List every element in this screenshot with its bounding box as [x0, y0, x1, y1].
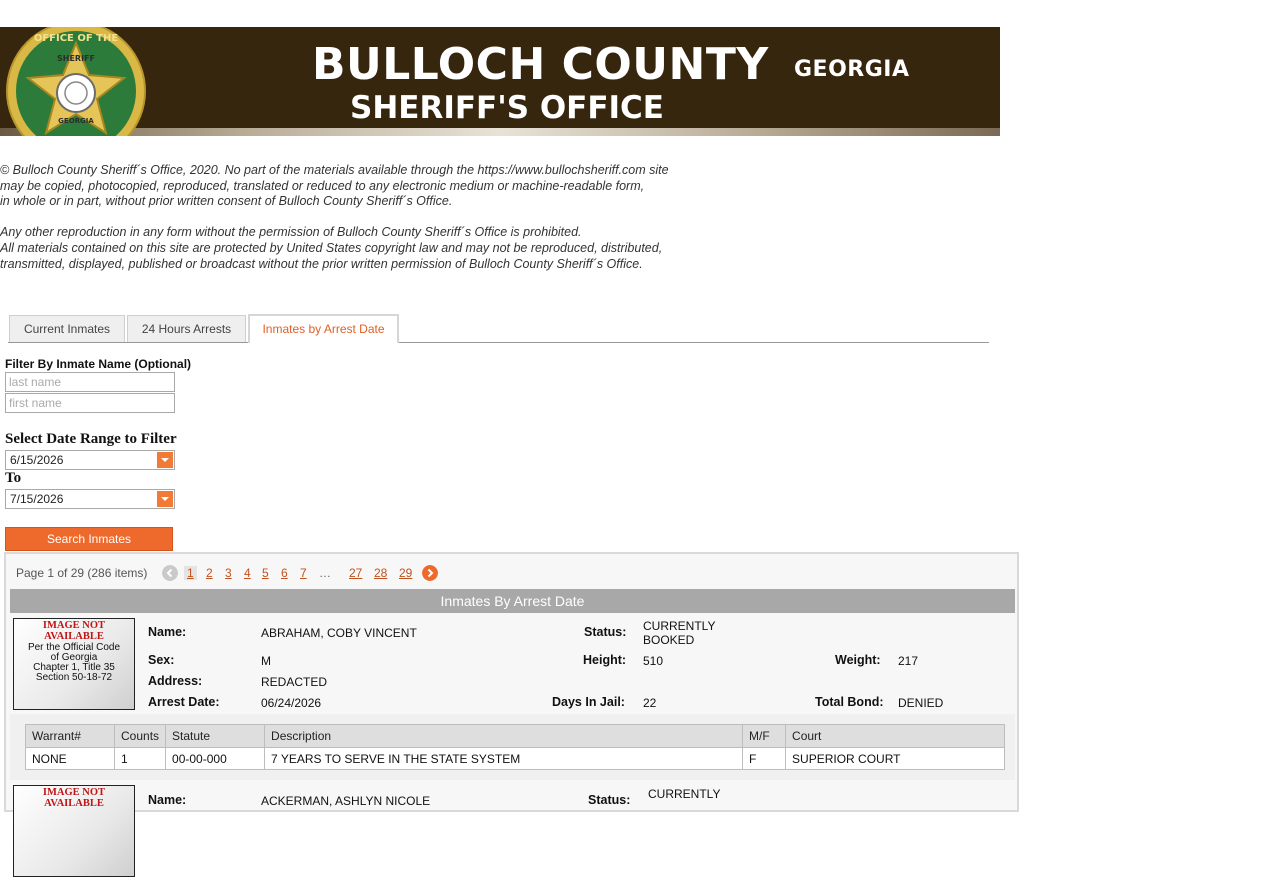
page-link[interactable]: 2: [206, 566, 213, 580]
name-label: Name:: [148, 625, 187, 639]
page-link[interactable]: 27: [349, 566, 363, 580]
col-description: Description: [265, 725, 743, 748]
col-warrant: Warrant#: [26, 725, 115, 748]
copyright-line: transmitted, displayed, published or broadcast without the prior written permission of Bulloch County Sheriff´s Office.: [0, 257, 643, 271]
arrest-date-value: 06/24/2026: [261, 696, 322, 710]
charges-header-row: [26, 725, 1005, 748]
height-value: 510: [643, 654, 664, 668]
to-date-value: 7/15/2026: [10, 492, 64, 506]
grid-header: Inmates By Arrest Date: [10, 589, 1015, 613]
col-mf: M/F: [743, 725, 786, 748]
inmate-name: ACKERMAN, ASHLYN NICOLE: [261, 794, 431, 808]
pager-summary: Page 1 of 29 (286 items): [16, 566, 148, 580]
image-not-available-text: IMAGE NOT AVAILABLE: [42, 787, 106, 809]
counts-cell: 1: [115, 748, 166, 770]
banner-subtitle: SHERIFF'S OFFICE: [350, 90, 664, 126]
mf-cell: F: [743, 748, 786, 770]
col-court: Court: [786, 725, 1005, 748]
banner-state: GEORGIA: [794, 57, 910, 82]
arrest-date-label: Arrest Date:: [148, 695, 220, 709]
tab-divider: [8, 342, 989, 343]
statute-cell: 00-00-000: [166, 748, 265, 770]
code-line: Per the Official Code: [27, 642, 121, 653]
description-cell: 7 YEARS TO SERVE IN THE STATE SYSTEM: [265, 748, 743, 770]
page-link[interactable]: 4: [244, 566, 251, 580]
page-link[interactable]: 3: [225, 566, 232, 580]
code-line: Section 50-18-72: [35, 672, 113, 683]
address-label: Address:: [148, 674, 203, 688]
banner-title: BULLOCH COUNTY: [312, 39, 769, 90]
code-line: Chapter 1, Title 35: [33, 662, 115, 673]
last-name-input[interactable]: [5, 372, 175, 392]
weight-label: Weight:: [835, 653, 881, 667]
copyright-line: in whole or in part, without prior written consent of Bulloch County Sheriff´s Office.: [0, 194, 453, 208]
inmate-photo-placeholder: [13, 618, 135, 710]
days-in-jail-label: Days In Jail:: [552, 695, 625, 709]
page-ellipsis: …: [319, 566, 331, 580]
sex-label: Sex:: [148, 653, 175, 667]
page-link[interactable]: 28: [374, 566, 388, 580]
height-label: Height:: [583, 653, 627, 667]
first-name-input[interactable]: [5, 393, 175, 413]
inmate-photo-placeholder: [13, 785, 135, 877]
tab-current-inmates[interactable]: Current Inmates: [9, 315, 125, 342]
total-bond-label: Total Bond:: [815, 695, 884, 709]
warrant-cell: NONE: [26, 748, 115, 770]
address-value: REDACTED: [261, 675, 328, 689]
search-inmates-button[interactable]: Search Inmates: [5, 527, 173, 551]
status-value: CURRENTLY: [643, 619, 716, 633]
page-link-current[interactable]: 1: [184, 566, 197, 580]
prev-page-icon[interactable]: [162, 565, 178, 581]
page-link[interactable]: 29: [399, 566, 413, 580]
to-label: To: [5, 470, 22, 486]
page-link[interactable]: 6: [281, 566, 288, 580]
days-in-jail-value: 22: [643, 696, 657, 710]
weight-value: 217: [898, 654, 919, 668]
status-value: CURRENTLY: [648, 787, 721, 801]
page-link[interactable]: 5: [262, 566, 269, 580]
page-link[interactable]: 7: [300, 566, 307, 580]
court-cell: SUPERIOR COURT: [786, 748, 1005, 770]
copyright-line: Any other reproduction in any form without the permission of Bulloch County Sheriff´s Office is prohibited.: [0, 225, 582, 239]
col-statute: Statute: [166, 725, 265, 748]
tab-24-hours-arrests[interactable]: 24 Hours Arrests: [127, 315, 246, 342]
col-counts: Counts: [115, 725, 166, 748]
to-date-picker[interactable]: [5, 489, 175, 509]
status-label: Status:: [584, 625, 627, 639]
badge-word: SHERIFF: [57, 54, 95, 63]
badge-state: GEORGIA: [58, 117, 94, 125]
date-range-label: Select Date Range to Filter: [5, 431, 177, 447]
status-value-line2: BOOKED: [643, 633, 695, 647]
code-line: of Georgia: [50, 652, 98, 663]
table-row: [26, 748, 1005, 770]
tab-inmates-by-arrest-date[interactable]: Inmates by Arrest Date: [248, 314, 399, 343]
from-date-value: 6/15/2026: [10, 453, 64, 467]
copyright-line: © Bulloch County Sheriff´s Office, 2020. No part of the materials available through the https://www.bullochsheriff.com site: [0, 163, 669, 177]
inmate-name: ABRAHAM, COBY VINCENT: [261, 626, 417, 640]
georgia-code-text: [14, 643, 134, 683]
name-label: Name:: [148, 793, 187, 807]
chevron-down-icon[interactable]: [157, 452, 173, 468]
sheriff-badge-logo: OFFICE OF THE SHERIFF GEORGIA BULLOCH: [4, 27, 148, 136]
header-banner: [0, 27, 1000, 146]
image-not-available-text: IMAGE NOT AVAILABLE: [42, 620, 106, 642]
chevron-down-icon[interactable]: [157, 491, 173, 507]
name-filter-label: Filter By Inmate Name (Optional): [5, 357, 192, 371]
charges-table: [25, 724, 1005, 770]
total-bond-value: DENIED: [898, 696, 944, 710]
next-page-icon[interactable]: [422, 565, 438, 581]
from-date-picker[interactable]: [5, 450, 175, 470]
badge-arc-text: OFFICE OF THE: [33, 33, 119, 44]
copyright-line: All materials contained on this site are protected by United States copyright law and may not be reproduced, distributed,: [0, 241, 663, 255]
sex-value: M: [261, 654, 271, 668]
banner-bottom-strip: [0, 128, 1000, 136]
status-label: Status:: [588, 793, 631, 807]
copyright-line: may be copied, photocopied, reproduced, translated or reduced to any electronic medium or machine-readable form,: [0, 179, 645, 193]
